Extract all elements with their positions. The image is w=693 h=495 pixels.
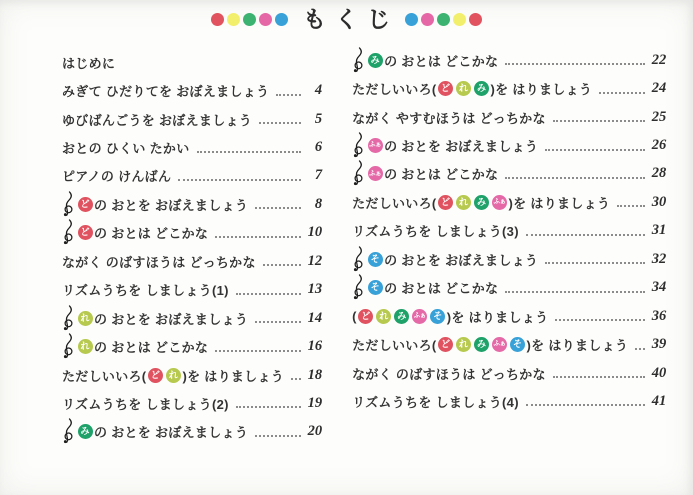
title-dots-left bbox=[211, 13, 288, 26]
toc-entry bbox=[352, 131, 666, 159]
dotted-leader bbox=[259, 122, 301, 124]
note-circle-mi: み bbox=[474, 195, 489, 210]
page-number: 22 bbox=[651, 51, 667, 68]
toc-entry bbox=[62, 190, 322, 218]
toc-entry bbox=[62, 133, 322, 161]
toc-entry bbox=[352, 188, 666, 216]
dotted-leader bbox=[505, 291, 645, 293]
toc-entry bbox=[352, 74, 666, 102]
toc-entry bbox=[62, 162, 322, 190]
entry-text: ただしいいろ( bbox=[352, 338, 437, 354]
entry-text: の おとは どこかな bbox=[384, 167, 499, 183]
note-circle-do: ど bbox=[438, 81, 453, 96]
treble-clef-icon bbox=[62, 333, 75, 360]
treble-clef-icon bbox=[352, 246, 365, 273]
decorative-dot bbox=[243, 13, 256, 26]
page-number: 7 bbox=[314, 167, 323, 184]
note-circle-do: ど bbox=[358, 309, 373, 324]
dotted-leader bbox=[526, 234, 645, 236]
toc-entry bbox=[352, 302, 666, 330]
dotted-leader bbox=[617, 205, 645, 207]
dotted-leader bbox=[215, 236, 301, 238]
treble-clef-icon bbox=[352, 132, 365, 159]
decorative-dot bbox=[437, 13, 450, 26]
toc-entry bbox=[62, 276, 322, 304]
note-circle-fa: ふぁ bbox=[492, 195, 507, 210]
note-circle-fa: ふぁ bbox=[368, 166, 383, 181]
decorative-dot bbox=[421, 13, 434, 26]
entry-text: リズムうちを しましょう(3) bbox=[352, 224, 519, 240]
note-circle-mi: み bbox=[394, 309, 409, 324]
page-number: 18 bbox=[307, 366, 323, 383]
toc-entry bbox=[352, 103, 666, 131]
dotted-leader bbox=[255, 321, 301, 323]
entry-text: の おとは どこかな bbox=[94, 340, 209, 356]
page-number: 34 bbox=[651, 279, 667, 296]
entry-text: みぎて ひだりてを おぼえましょう bbox=[62, 84, 270, 100]
note-circle-so: そ bbox=[368, 252, 383, 267]
toc-columns bbox=[62, 48, 667, 446]
page-number: 20 bbox=[307, 423, 323, 440]
page-number: 10 bbox=[307, 224, 323, 241]
note-circle-mi: み bbox=[474, 81, 489, 96]
entry-text: の おとを おぼえましょう bbox=[384, 252, 539, 268]
entry-text: )を はりましょう bbox=[526, 338, 629, 354]
title-dots-right bbox=[405, 13, 482, 26]
dotted-leader bbox=[291, 378, 301, 380]
toc-entry bbox=[62, 105, 322, 133]
toc-entry bbox=[62, 389, 322, 417]
note-circle-fa: ふぁ bbox=[412, 309, 427, 324]
dotted-leader bbox=[526, 404, 645, 406]
page-number: 16 bbox=[307, 338, 323, 355]
dotted-leader bbox=[505, 177, 645, 179]
note-circle-mi: み bbox=[474, 337, 489, 352]
toc-entry bbox=[352, 274, 666, 302]
toc-entry bbox=[352, 387, 666, 415]
entry-text: の おとを おぼえましょう bbox=[94, 425, 249, 441]
page-number: 12 bbox=[307, 252, 323, 269]
note-circle-so: そ bbox=[368, 280, 383, 295]
note-circle-re: れ bbox=[456, 195, 471, 210]
entry-text: の おとは どこかな bbox=[384, 281, 499, 297]
note-circle-mi: み bbox=[368, 53, 383, 68]
entry-text: ながく のばすほうは どっちかな bbox=[62, 254, 256, 270]
entry-text: ながく のばすほうは どっちかな bbox=[352, 366, 546, 382]
treble-clef-icon bbox=[62, 191, 75, 218]
treble-clef-icon bbox=[352, 274, 365, 301]
toc-entry bbox=[62, 418, 322, 446]
toc-entry bbox=[352, 160, 666, 188]
page-number: 24 bbox=[651, 80, 667, 97]
page-number: 28 bbox=[651, 165, 667, 182]
title-bar bbox=[0, 6, 693, 34]
decorative-dot bbox=[275, 13, 288, 26]
entry-text: )を はりましょう bbox=[508, 195, 611, 211]
toc-column-left bbox=[62, 48, 322, 446]
entry-text: の おとを おぼえましょう bbox=[94, 197, 249, 213]
entry-text: ただしいいろ( bbox=[62, 368, 147, 384]
decorative-dot bbox=[259, 13, 272, 26]
page-number: 26 bbox=[651, 137, 667, 154]
note-circle-re: れ bbox=[456, 81, 471, 96]
page-number: 41 bbox=[651, 392, 667, 409]
entry-text: )を はりましょう bbox=[490, 82, 593, 98]
entry-text: リズムうちを しましょう(2) bbox=[62, 396, 229, 412]
dotted-leader bbox=[545, 149, 645, 151]
toc-entry bbox=[62, 76, 322, 104]
entry-text: の おとは どこかな bbox=[384, 53, 499, 69]
dotted-leader bbox=[555, 319, 645, 321]
dotted-leader bbox=[197, 151, 302, 153]
toc-entry bbox=[62, 332, 322, 360]
dotted-leader bbox=[553, 120, 645, 122]
note-circle-re: れ bbox=[376, 309, 391, 324]
toc-entry bbox=[62, 48, 322, 76]
entry-text: ゆびばんごうを おぼえましょう bbox=[62, 112, 253, 128]
page-title: もくじ bbox=[303, 6, 399, 32]
note-circle-fa: ふぁ bbox=[492, 337, 507, 352]
dotted-leader bbox=[263, 264, 301, 266]
entry-text: おとの ひくい たかい bbox=[62, 141, 190, 157]
page-number: 36 bbox=[651, 307, 667, 324]
page-number: 31 bbox=[651, 222, 667, 239]
treble-clef-icon bbox=[62, 305, 75, 332]
dotted-leader bbox=[255, 435, 301, 437]
entry-text: ただしいいろ( bbox=[352, 82, 437, 98]
entry-text: ( bbox=[352, 308, 357, 324]
toc-entry bbox=[62, 361, 322, 389]
page-number: 6 bbox=[314, 139, 323, 156]
entry-text: )を はりましょう bbox=[446, 309, 549, 325]
dotted-leader bbox=[255, 207, 301, 209]
note-circle-re: れ bbox=[78, 311, 93, 326]
note-circle-so: そ bbox=[430, 309, 445, 324]
entry-text: ピアノの けんばん bbox=[62, 169, 172, 185]
note-circle-re: れ bbox=[456, 337, 471, 352]
page-number: 13 bbox=[307, 281, 323, 298]
page-number: 25 bbox=[651, 108, 667, 125]
entry-text: ながく やすむほうは どっちかな bbox=[352, 110, 546, 126]
note-circle-do: ど bbox=[78, 197, 93, 212]
dotted-leader bbox=[545, 262, 645, 264]
dotted-leader bbox=[635, 348, 645, 350]
page-number: 8 bbox=[314, 195, 323, 212]
note-circle-do: ど bbox=[148, 368, 163, 383]
page-number: 32 bbox=[651, 250, 667, 267]
entry-text: リズムうちを しましょう(1) bbox=[62, 283, 229, 299]
note-circle-mi: み bbox=[78, 424, 93, 439]
page-number: 4 bbox=[314, 82, 323, 99]
page-number: 30 bbox=[651, 193, 667, 210]
toc-entry bbox=[62, 247, 322, 275]
note-circle-re: れ bbox=[166, 368, 181, 383]
entry-text: ただしいいろ( bbox=[352, 195, 437, 211]
toc-entry bbox=[62, 304, 322, 332]
decorative-dot bbox=[469, 13, 482, 26]
note-circle-do: ど bbox=[78, 225, 93, 240]
page-number: 19 bbox=[307, 394, 323, 411]
dotted-leader bbox=[215, 350, 301, 352]
dotted-leader bbox=[505, 63, 645, 65]
treble-clef-icon bbox=[62, 219, 75, 246]
entry-text: )を はりましょう bbox=[182, 368, 285, 384]
decorative-dot bbox=[211, 13, 224, 26]
note-circle-re: れ bbox=[78, 339, 93, 354]
toc-entry bbox=[352, 46, 666, 74]
dotted-leader bbox=[178, 179, 301, 181]
toc-entry bbox=[352, 359, 666, 387]
treble-clef-icon bbox=[352, 160, 365, 187]
decorative-dot bbox=[405, 13, 418, 26]
entry-text: の おとを おぼえましょう bbox=[94, 311, 249, 327]
note-circle-do: ど bbox=[438, 337, 453, 352]
page-number: 40 bbox=[651, 364, 667, 381]
note-circle-fa: ふぁ bbox=[368, 138, 383, 153]
dotted-leader bbox=[236, 406, 301, 408]
page-number: 14 bbox=[307, 309, 323, 326]
decorative-dot bbox=[227, 13, 240, 26]
toc-entry bbox=[352, 330, 666, 358]
dotted-leader bbox=[236, 293, 301, 295]
toc-entry bbox=[352, 217, 666, 245]
dotted-leader bbox=[553, 376, 645, 378]
entry-text: リズムうちを しましょう(4) bbox=[352, 394, 519, 410]
entry-text: はじめに bbox=[62, 55, 116, 71]
entry-text: の おとを おぼえましょう bbox=[384, 139, 539, 155]
treble-clef-icon bbox=[352, 47, 365, 74]
dotted-leader bbox=[276, 94, 301, 96]
page-number: 5 bbox=[314, 110, 323, 127]
treble-clef-icon bbox=[62, 418, 75, 445]
entry-text: の おとは どこかな bbox=[94, 226, 209, 242]
dotted-leader bbox=[599, 92, 645, 94]
note-circle-do: ど bbox=[438, 195, 453, 210]
toc-column-right bbox=[352, 46, 666, 446]
note-circle-so: そ bbox=[510, 337, 525, 352]
toc-entry bbox=[62, 219, 322, 247]
decorative-dot bbox=[453, 13, 466, 26]
toc-entry bbox=[352, 245, 666, 273]
page-number: 39 bbox=[651, 336, 667, 353]
